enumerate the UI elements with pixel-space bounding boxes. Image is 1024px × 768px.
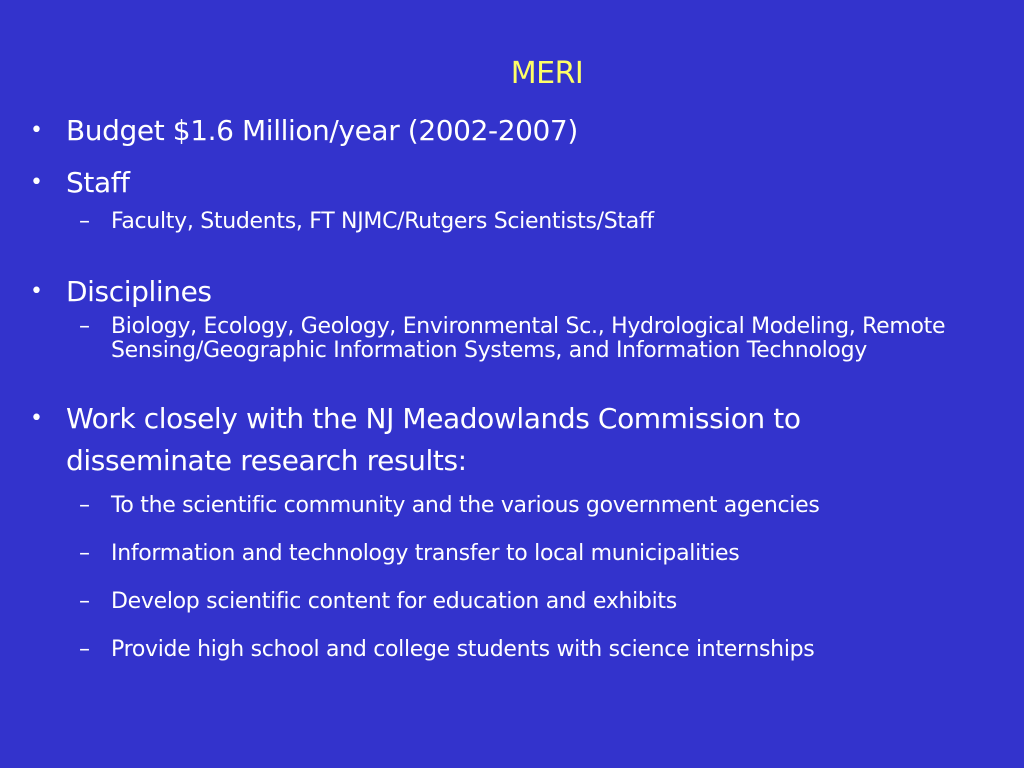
bullet-icon: • <box>30 170 43 195</box>
dash-icon: – <box>79 589 90 614</box>
bullet-budget <box>30 110 578 152</box>
sub-bullet-text: Faculty, Students, FT NJMC/Rutgers Scientists/Staff <box>111 209 654 234</box>
dash-icon: – <box>79 493 90 518</box>
dash-icon: – <box>79 209 90 234</box>
sub-bullet-education <box>79 589 677 614</box>
bullet-icon: • <box>30 406 43 431</box>
sub-bullet-text: Biology, Ecology, Geology, Environmental Sc., Hydrological Modeling, Remote Sensing/Geographic Information Systems, and Information Technology <box>111 314 946 363</box>
bullet-icon: • <box>30 118 43 143</box>
sub-bullet-text: Provide high school and college students with science internships <box>111 637 815 662</box>
sub-bullet-internships <box>79 637 815 662</box>
bullet-disciplines <box>30 271 212 313</box>
sub-bullet-text: Information and technology transfer to local municipalities <box>111 541 740 566</box>
bullet-staff <box>30 162 130 204</box>
dash-icon: – <box>79 637 90 662</box>
bullet-text: Disciplines <box>66 275 212 308</box>
sub-bullet-text: Develop scientific content for education and exhibits <box>111 589 677 614</box>
sub-bullet-text: To the scientific community and the various government agencies <box>111 493 820 518</box>
dash-icon: – <box>79 314 90 339</box>
sub-bullet-transfer <box>79 541 740 566</box>
bullet-work <box>30 398 946 482</box>
bullet-text: Work closely with the NJ Meadowlands Commission to disseminate research results: <box>66 402 801 477</box>
bullet-text: Budget $1.6 Million/year (2002-2007) <box>66 114 578 147</box>
slide-title: MERI <box>510 56 584 91</box>
sub-bullet-staff <box>79 209 654 234</box>
sub-bullet-scientific <box>79 493 820 518</box>
dash-icon: – <box>79 541 90 566</box>
sub-bullet-disciplines <box>79 314 981 363</box>
bullet-icon: • <box>30 279 43 304</box>
bullet-text: Staff <box>66 166 130 199</box>
